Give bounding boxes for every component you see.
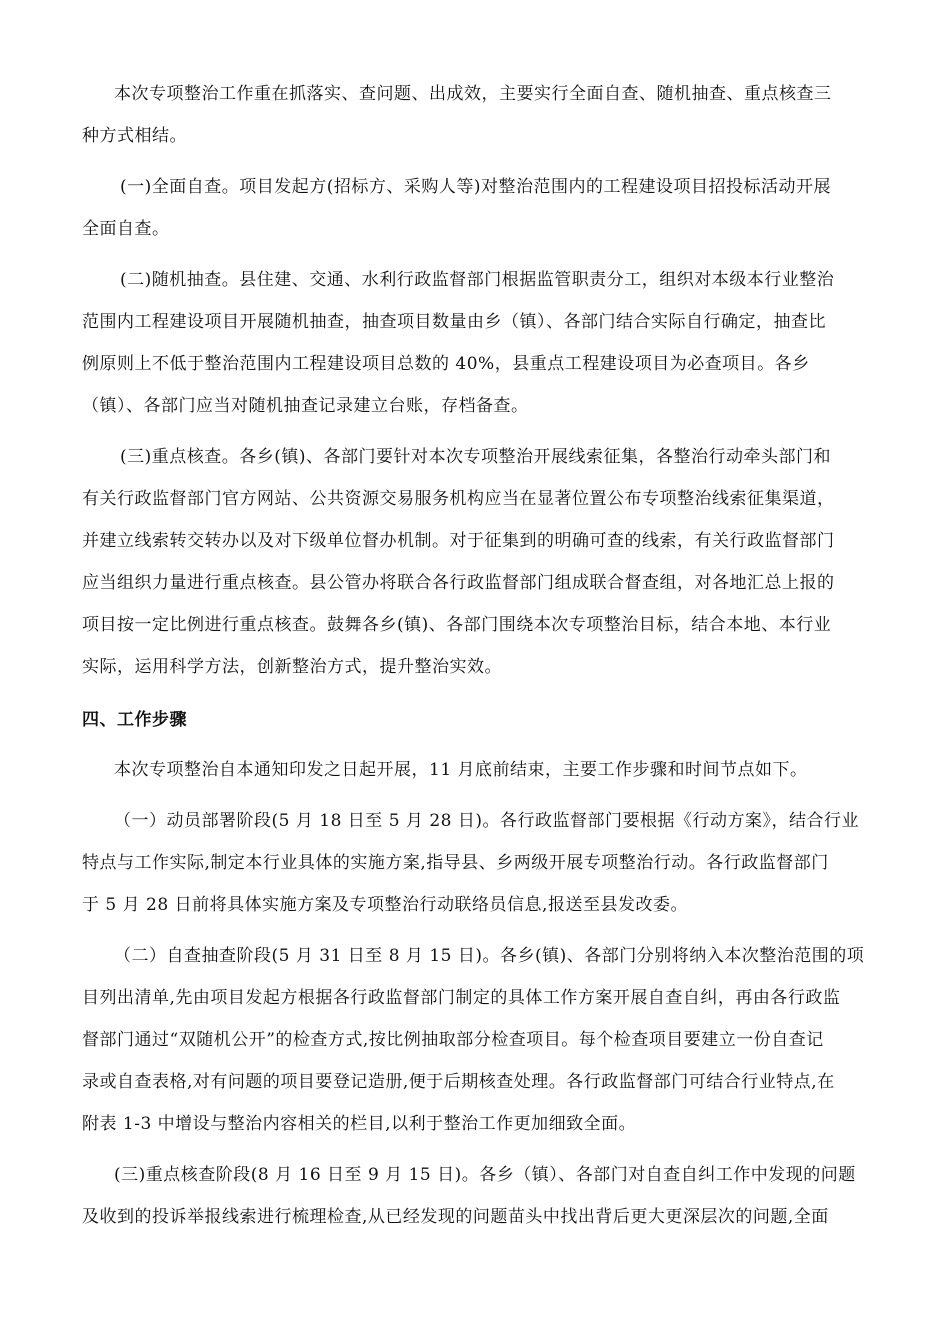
paragraph-line: (二)随机抽查。县住建、交通、水利行政监督部门根据监管职责分工，组织对本级本行业整治 [120, 270, 835, 290]
paragraph-line: 例原则上不低于整治范围内工程建设项目总数的 40%，县重点工程建设项目为必查项目。各乡 [82, 354, 810, 374]
paragraph-line: 录或自查表格,对有问题的项目要登记造册,便于后期核查处理。各行政监督部门可结合行业特点,在 [82, 1072, 835, 1092]
paragraph-line: 项目按一定比例进行重点核查。鼓舞各乡(镇)、各部门围绕本次专项整治目标，结合本地、本行业 [82, 615, 832, 635]
paragraph-line: 应当组织力量进行重点核查。县公管办将联合各行政监督部门组成联合督查组，对各地汇总上报的 [82, 573, 835, 593]
paragraph-line: 有关行政监督部门官方网站、公共资源交易服务机构应当在显著位置公布专项整治线索征集渠道， [82, 489, 835, 509]
paragraph-line: (一)全面自查。项目发起方(招标方、采购人等)对整治范围内的工程建设项目招投标活动开展 [120, 177, 832, 197]
paragraph-line: 并建立线索转交转办以及对下级单位督办机制。对于征集到的明确可查的线索，有关行政监督部门 [82, 531, 835, 551]
paragraph-line: 本次专项整治自本通知印发之日起开展，11 月底前结束，主要工作步骤和时间节点如下。 [114, 760, 808, 780]
paragraph-line: 督部门通过“双随机公开”的检查方式,按比例抽取部分检查项目。每个检查项目要建立一份自查记 [82, 1030, 824, 1050]
paragraph-line: （二）自查抽查阶段(5 月 31 日至 8 月 15 日)。各乡(镇)、各部门分别将纳入本次整治范围的项 [114, 946, 865, 966]
paragraph-line: 目列出清单,先由项目发起方根据各行政监督部门制定的具体工作方案开展自查自纠，再由各行政监 [82, 988, 841, 1008]
paragraph-line: 实际，运用科学方法，创新整治方式，提升整治实效。 [82, 657, 502, 677]
paragraph-line: 范围内工程建设项目开展随机抽查，抽查项目数量由乡（镇）、各部门结合实际自行确定，抽查比 [82, 312, 826, 332]
paragraph-line: （镇）、各部门应当对随机抽查记录建立台账，存档备查。 [82, 396, 529, 416]
paragraph-line: (三)重点核查阶段(8 月 16 日至 9 月 15 日)。各乡（镇）、各部门对自查自纠工作中发现的问题 [114, 1165, 856, 1185]
paragraph-line: 全面自查。 [82, 219, 170, 239]
paragraph-line: 本次专项整治工作重在抓落实、查问题、出成效，主要实行全面自查、随机抽查、重点核查三 [114, 84, 832, 104]
paragraph-line: (三)重点核查。各乡(镇)、各部门要针对本次专项整治开展线索征集，各整治行动牵头部门和 [120, 447, 832, 467]
paragraph-line: 及收到的投诉举报线索进行梳理检查,从已经发现的问题苗头中找出背后更大更深层次的问题,全面 [82, 1207, 829, 1227]
paragraph-line: 附表 1-3 中增设与整治内容相关的栏目,以利于整治工作更加细致全面。 [82, 1114, 637, 1134]
paragraph-line: 种方式相结。 [82, 126, 187, 146]
paragraph-line: 于 5 月 28 日前将具体实施方案及专项整治行动联络员信息,报送至县发改委。 [82, 895, 688, 915]
paragraph-line: 特点与工作实际,制定本行业具体的实施方案,指导县、乡两级开展专项整治行动。各行政监督部门 [82, 853, 829, 873]
section-heading: 四、工作步骤 [82, 710, 187, 730]
paragraph-line: （一）动员部署阶段(5 月 18 日至 5 月 28 日)。各行政监督部门要根据《行动方案》，结合行业 [114, 811, 859, 831]
